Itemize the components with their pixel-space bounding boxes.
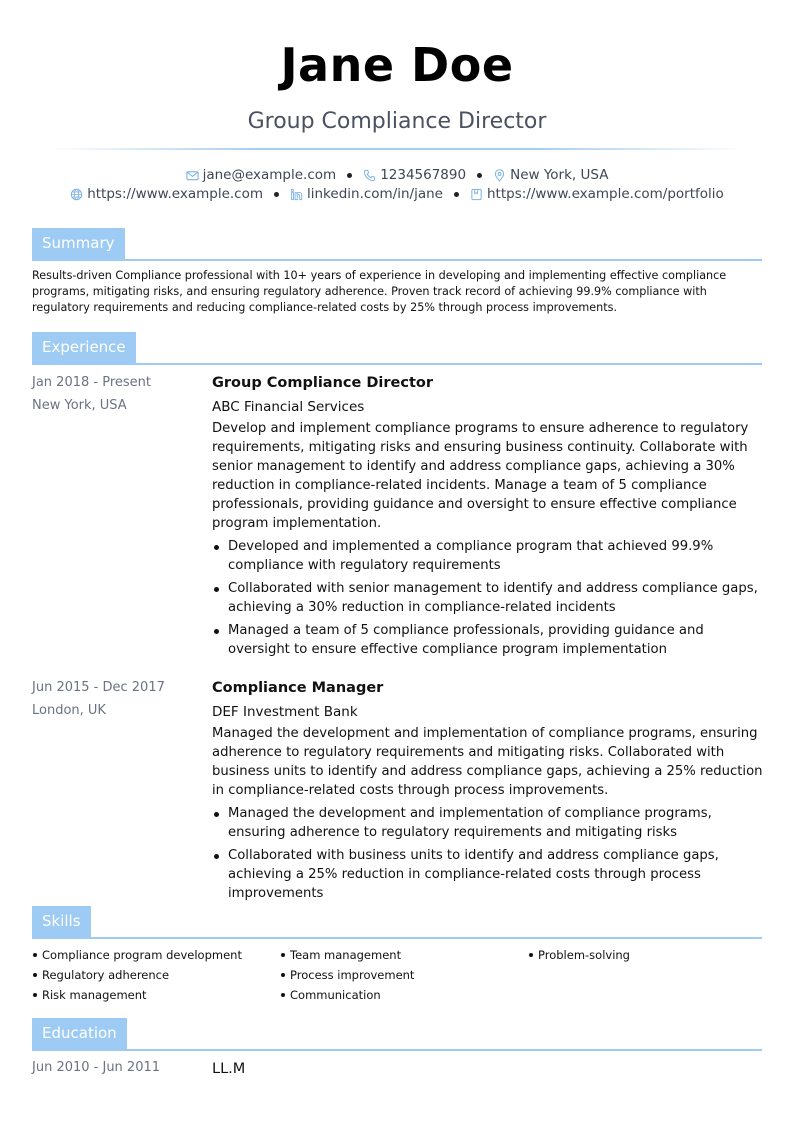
contact-phone[interactable] <box>363 166 466 184</box>
job-meta <box>32 371 202 417</box>
skill-item: Process improvement <box>280 965 528 985</box>
experience-section-header <box>32 332 762 365</box>
skills-column <box>280 945 528 1005</box>
list-item: Managed the development and implementation of compliance programs, ensuring adherence to regulatory requirements and mitigating risks <box>212 804 764 842</box>
skill-item: Regulatory adherence <box>32 965 280 985</box>
skill-item: Compliance program development <box>32 945 280 965</box>
summary-heading: Summary <box>32 228 125 259</box>
skills-column <box>32 945 280 1005</box>
contact-location <box>493 166 608 184</box>
location-pin-icon <box>493 169 506 182</box>
separator-dot <box>347 173 352 178</box>
candidate-name: Jane Doe <box>280 38 514 92</box>
skills-column <box>528 945 762 1005</box>
linkedin-icon <box>290 188 303 201</box>
linkedin-text: linkedin.com/in/jane <box>307 186 443 202</box>
phone-text: 1234567890 <box>380 167 467 183</box>
education-dates: Jun 2010 - Jun 2011 <box>32 1060 161 1075</box>
contact-website[interactable] <box>70 185 263 203</box>
candidate-title: Group Compliance Director <box>247 109 547 134</box>
job-bullets <box>212 537 764 659</box>
job-entry <box>212 677 764 907</box>
job-location: New York, USA <box>32 398 127 413</box>
summary-section-header <box>32 228 762 261</box>
skill-item: Communication <box>280 985 528 1005</box>
summary-text: Results-driven Compliance professional with 10+ years of experience in developing and implementing effective compliance programs, mitigating risks, and ensuring regulatory adherence. Proven track record of achieving 99.9% compliance with regulatory requirements and reducing compliance-related costs by 25% through process improvements. <box>32 269 727 314</box>
email-text: jane@example.com <box>202 167 337 183</box>
contact-linkedin[interactable] <box>290 185 443 203</box>
globe-icon <box>70 188 83 201</box>
job-company: ABC Financial Services <box>212 399 365 415</box>
contact-row-primary <box>0 166 794 184</box>
location-text: New York, USA <box>510 167 609 183</box>
experience-heading: Experience <box>32 332 136 363</box>
skill-item: Problem-solving <box>528 945 762 965</box>
list-item: Managed a team of 5 compliance professionals, providing guidance and oversight to ensure effective compliance program implementation <box>212 621 764 659</box>
education-section-header <box>32 1018 762 1051</box>
contact-email[interactable] <box>186 166 337 184</box>
job-role: Compliance Manager <box>212 680 384 696</box>
header-divider <box>48 148 746 150</box>
list-item: Developed and implemented a compliance program that achieved 99.9% compliance with regulatory requirements <box>212 537 764 575</box>
website-text: https://www.example.com <box>87 186 263 202</box>
contact-portfolio[interactable] <box>470 185 724 203</box>
job-meta <box>32 676 202 722</box>
job-entry <box>212 372 764 663</box>
portfolio-text: https://www.example.com/portfolio <box>487 186 724 202</box>
list-item: Collaborated with business units to identify and address compliance gaps, achieving a 25% reduction in compliance-related costs through process improvements <box>212 846 764 903</box>
job-description: Develop and implement compliance programs to ensure adherence to regulatory requirements, mitigating risks and ensuring business continuity. Collaborate with senior management to identify and address compliance gaps, achieving a 30% reduction in compliance-related incidents. Manage a team of 5 compliance professionals, providing guidance and oversight to ensure effective compliance program implementation. <box>212 421 749 531</box>
skills-section-header <box>32 906 762 939</box>
phone-icon <box>363 169 376 182</box>
mail-icon <box>186 169 199 182</box>
portfolio-icon <box>470 188 483 201</box>
skills-list <box>32 945 762 1005</box>
list-item: Collaborated with senior management to identify and address compliance gaps, achieving a 30% reduction in compliance-related incidents <box>212 579 764 617</box>
education-degree: LL.M <box>212 1061 246 1077</box>
skills-heading: Skills <box>32 906 91 937</box>
job-dates: Jan 2018 - Present <box>32 375 151 390</box>
contact-row-links <box>0 185 794 203</box>
education-heading: Education <box>32 1018 127 1049</box>
separator-dot <box>274 192 279 197</box>
skill-item: Team management <box>280 945 528 965</box>
job-dates: Jun 2015 - Dec 2017 <box>32 680 165 695</box>
separator-dot <box>454 192 459 197</box>
job-bullets <box>212 804 764 903</box>
skill-item: Risk management <box>32 985 280 1005</box>
job-location: London, UK <box>32 703 106 718</box>
job-company: DEF Investment Bank <box>212 704 358 720</box>
separator-dot <box>477 173 482 178</box>
job-description: Managed the development and implementation of compliance programs, ensuring adherence to regulatory requirements and mitigating risks. Collaborated with business units to identify and address compliance gaps, achieving a 25% reduction in compliance-related costs through process improvements. <box>212 726 763 798</box>
job-role: Group Compliance Director <box>212 375 434 391</box>
